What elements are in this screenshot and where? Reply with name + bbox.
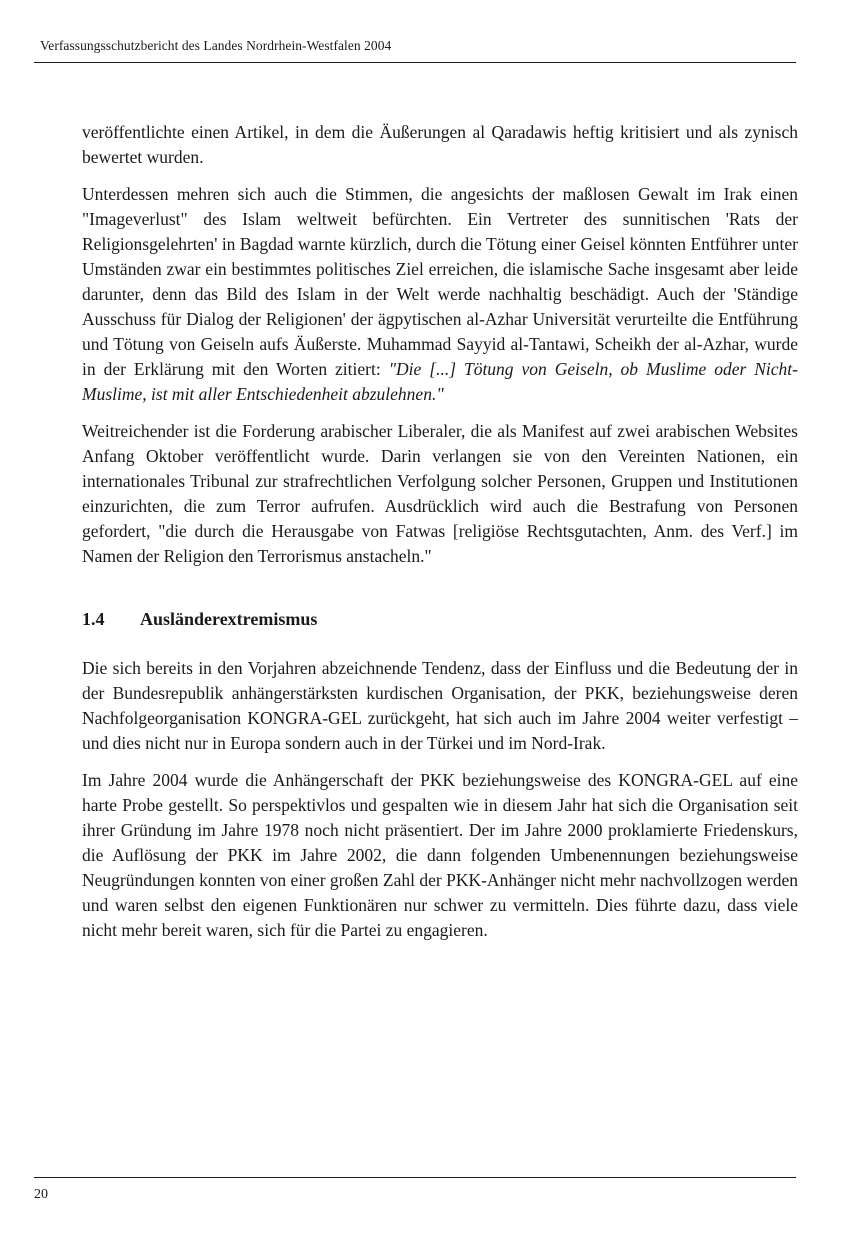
page-body bbox=[82, 120, 798, 943]
page-number: 20 bbox=[34, 1187, 48, 1202]
section-title: Ausländerextremismus bbox=[140, 609, 318, 629]
section-number: 1.4 bbox=[82, 609, 105, 629]
paragraph-3: Weitreichender ist die Forderung arabischer Liberaler, die als Manifest auf zwei arabischen Websites Anfang Oktober veröffentlicht wurde. Darin verlangen sie von den Vereinten Nationen, ein internationales Tribunal zur strafrechtlichen Verfolgung solcher Personen, Gruppen und Institutionen einzurichten, die zum Terror aufrufen. Ausdrücklich wird auch die Bestrafung von Personen gefordert, "die durch die Herausgabe von Fatwas [religiöse Rechtsgutachten, Anm. des Verf.] im Namen der Religion den Terrorismus anstacheln." bbox=[82, 421, 798, 566]
paragraph-2-text: Unterdessen mehren sich auch die Stimmen, die angesichts der maßlosen Gewalt im Irak einen "Imageverlust" des Islam weltweit befürchten. Ein Vertreter des sunnitischen 'Rats der Religionsgelehrten' in Bagdad warnte kürzlich, durch die Tötung einer Geisel könnten Entführer unter Umständen zwar ein bestimmtes politisches Ziel erreichen, die islamische Sache insgesamt aber leide darunter, denn das Bild des Islam in der Welt werde nachhaltig beschädigt. Auch der 'Ständige Ausschuss für Dialog der Religionen' der ägpytischen al-Azhar Universität verurteilte die Entführung und Tötung von Geiseln aufs Äußerste. Muhammad Sayyid al-Tantawi, Scheikh der al-Azhar, wurde in der Erklärung mit den Worten zitiert: bbox=[82, 184, 798, 379]
paragraph-4: Die sich bereits in den Vorjahren abzeichnende Tendenz, dass der Einfluss und die Bedeutung der in der Bundesrepublik anhängerstärksten kurdischen Organisation, der PKK, beziehungsweise deren Nachfolgeorganisation KONGRA-GEL zurückgeht, hat sich auch im Jahre 2004 weiter verfestigt – und dies nicht nur in Europa sondern auch in der Türkei und im Nord-Irak. bbox=[82, 658, 798, 753]
footer-rule bbox=[34, 1177, 796, 1178]
paragraph-2 bbox=[82, 182, 798, 407]
section-heading bbox=[82, 607, 798, 632]
header-rule bbox=[34, 62, 796, 63]
paragraph-1: veröffentlichte einen Artikel, in dem die Äußerungen al Qaradawis heftig kritisiert und als zynisch bewertet wurden. bbox=[82, 122, 798, 167]
paragraph-2-quote: "Die [...] Tötung von Geiseln, ob Muslime oder Nicht-Muslime, ist mit aller Entschiedenheit abzulehnen." bbox=[82, 359, 798, 404]
running-header: Verfassungsschutzbericht des Landes Nordrhein-Westfalen 2004 bbox=[40, 38, 392, 53]
paragraph-5: Im Jahre 2004 wurde die Anhängerschaft der PKK beziehungsweise des KONGRA-GEL auf eine harte Probe gestellt. So perspektivlos und gespalten wie in diesem Jahr hat sich die Organisation seit ihrer Gründung im Jahre 1978 noch nicht präsentiert. Der im Jahre 2000 proklamierte Friedenskurs, die Auflösung der PKK im Jahre 2002, die dann folgenden Umbenennungen beziehungsweise Neugründungen konnten von einer großen Zahl der PKK-Anhänger nicht mehr nachvollzogen werden und waren selbst den eigenen Funktionären nur schwer zu vermitteln. Dies führte dazu, dass viele nicht mehr bereit waren, sich für die Partei zu engagieren. bbox=[82, 770, 798, 940]
